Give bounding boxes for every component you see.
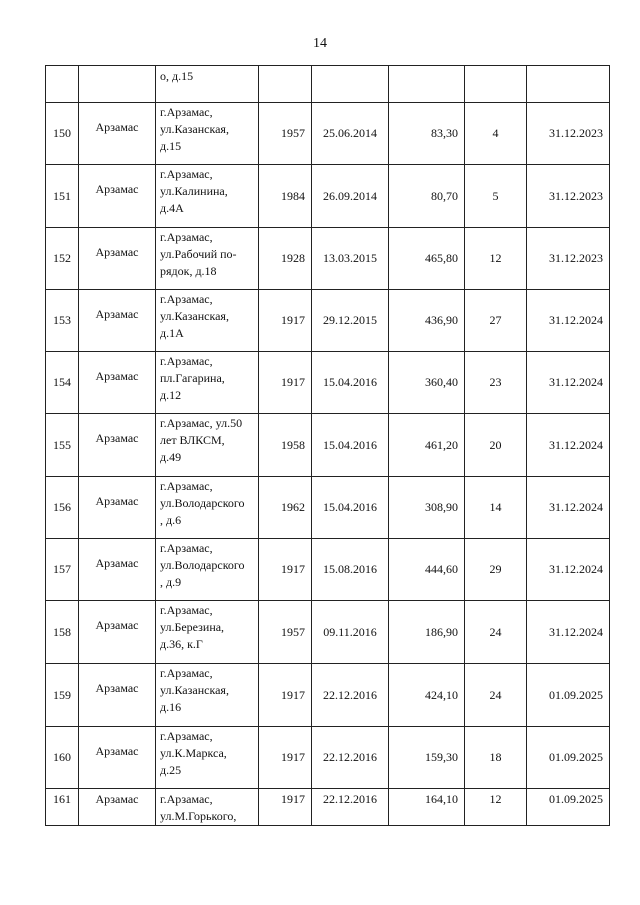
cell-address: г.Арзамас, ул.Казанская, д.16 bbox=[156, 664, 259, 727]
page-number: 14 bbox=[313, 36, 327, 51]
table-row bbox=[46, 727, 610, 789]
cell-city bbox=[79, 66, 156, 103]
cell-area: 360,40 bbox=[389, 352, 465, 414]
cell-date: 15.04.2016 bbox=[312, 352, 389, 414]
cell-date: 09.11.2016 bbox=[312, 601, 389, 664]
cell-num: 161 bbox=[46, 789, 79, 826]
table-row bbox=[46, 539, 610, 601]
cell-area: 164,10 bbox=[389, 789, 465, 826]
cell-count: 29 bbox=[465, 539, 527, 601]
cell-date: 22.12.2016 bbox=[312, 664, 389, 727]
cell-date: 25.06.2014 bbox=[312, 103, 389, 165]
cell-deadline: 31.12.2023 bbox=[527, 228, 610, 290]
cell-num: 152 bbox=[46, 228, 79, 290]
cell-address: г.Арзамас, ул.Казанская, д.1А bbox=[156, 290, 259, 352]
cell-year: 1917 bbox=[259, 290, 312, 352]
table-row bbox=[46, 477, 610, 539]
cell-area: 461,20 bbox=[389, 414, 465, 477]
cell-num: 153 bbox=[46, 290, 79, 352]
table-row bbox=[46, 664, 610, 727]
cell-area: 424,10 bbox=[389, 664, 465, 727]
cell-year: 1957 bbox=[259, 103, 312, 165]
cell-address: о, д.15 bbox=[156, 66, 259, 103]
cell-count: 4 bbox=[465, 103, 527, 165]
cell-city: Арзамас bbox=[79, 539, 156, 601]
cell-deadline bbox=[527, 66, 610, 103]
cell-count: 12 bbox=[465, 789, 527, 826]
table-row bbox=[46, 352, 610, 414]
cell-count: 24 bbox=[465, 664, 527, 727]
cell-area: 83,30 bbox=[389, 103, 465, 165]
cell-year: 1928 bbox=[259, 228, 312, 290]
cell-num: 154 bbox=[46, 352, 79, 414]
cell-year: 1917 bbox=[259, 352, 312, 414]
cell-count bbox=[465, 66, 527, 103]
cell-year: 1917 bbox=[259, 539, 312, 601]
cell-deadline: 31.12.2024 bbox=[527, 352, 610, 414]
cell-count: 24 bbox=[465, 601, 527, 664]
table-row bbox=[46, 228, 610, 290]
cell-area: 308,90 bbox=[389, 477, 465, 539]
cell-count: 14 bbox=[465, 477, 527, 539]
cell-address: г.Арзамас, ул.Володарского , д.6 bbox=[156, 477, 259, 539]
cell-address: г.Арзамас, ул.Березина, д.36, к.Г bbox=[156, 601, 259, 664]
cell-count: 23 bbox=[465, 352, 527, 414]
table-row bbox=[46, 601, 610, 664]
cell-year: 1957 bbox=[259, 601, 312, 664]
cell-date: 22.12.2016 bbox=[312, 727, 389, 789]
cell-address: г.Арзамас, ул.Калинина, д.4А bbox=[156, 165, 259, 228]
cell-date: 26.09.2014 bbox=[312, 165, 389, 228]
cell-num: 150 bbox=[46, 103, 79, 165]
table-row bbox=[46, 414, 610, 477]
table-row bbox=[46, 789, 610, 826]
cell-city: Арзамас bbox=[79, 414, 156, 477]
cell-count: 12 bbox=[465, 228, 527, 290]
cell-deadline: 01.09.2025 bbox=[527, 664, 610, 727]
cell-num: 155 bbox=[46, 414, 79, 477]
cell-num: 159 bbox=[46, 664, 79, 727]
cell-year: 1962 bbox=[259, 477, 312, 539]
cell-year: 1917 bbox=[259, 727, 312, 789]
cell-city: Арзамас bbox=[79, 165, 156, 228]
cell-city: Арзамас bbox=[79, 789, 156, 826]
cell-year: 1984 bbox=[259, 165, 312, 228]
cell-count: 20 bbox=[465, 414, 527, 477]
cell-num bbox=[46, 66, 79, 103]
cell-year: 1917 bbox=[259, 789, 312, 826]
cell-num: 160 bbox=[46, 727, 79, 789]
cell-deadline: 31.12.2024 bbox=[527, 539, 610, 601]
cell-date: 15.04.2016 bbox=[312, 477, 389, 539]
cell-area bbox=[389, 66, 465, 103]
cell-count: 18 bbox=[465, 727, 527, 789]
cell-num: 157 bbox=[46, 539, 79, 601]
cell-area: 444,60 bbox=[389, 539, 465, 601]
cell-count: 27 bbox=[465, 290, 527, 352]
cell-city: Арзамас bbox=[79, 290, 156, 352]
cell-count: 5 bbox=[465, 165, 527, 228]
cell-area: 465,80 bbox=[389, 228, 465, 290]
cell-area: 159,30 bbox=[389, 727, 465, 789]
cell-date bbox=[312, 66, 389, 103]
cell-address: г.Арзамас, ул.К.Маркса, д.25 bbox=[156, 727, 259, 789]
cell-address: г.Арзамас, ул.Володарского , д.9 bbox=[156, 539, 259, 601]
cell-deadline: 31.12.2024 bbox=[527, 601, 610, 664]
table-row bbox=[46, 165, 610, 228]
table-row bbox=[46, 103, 610, 165]
table-row-continuation bbox=[46, 66, 610, 103]
cell-city: Арзамас bbox=[79, 103, 156, 165]
cell-city: Арзамас bbox=[79, 228, 156, 290]
cell-num: 158 bbox=[46, 601, 79, 664]
cell-year bbox=[259, 66, 312, 103]
cell-date: 15.08.2016 bbox=[312, 539, 389, 601]
cell-date: 15.04.2016 bbox=[312, 414, 389, 477]
cell-num: 156 bbox=[46, 477, 79, 539]
cell-address: г.Арзамас, ул.50 лет ВЛКСМ, д.49 bbox=[156, 414, 259, 477]
cell-date: 22.12.2016 bbox=[312, 789, 389, 826]
cell-area: 186,90 bbox=[389, 601, 465, 664]
housing-table bbox=[45, 65, 610, 826]
cell-city: Арзамас bbox=[79, 601, 156, 664]
cell-address: г.Арзамас, ул.Казанская, д.15 bbox=[156, 103, 259, 165]
cell-num: 151 bbox=[46, 165, 79, 228]
cell-address: г.Арзамас, ул.М.Горького, bbox=[156, 789, 259, 826]
cell-deadline: 31.12.2024 bbox=[527, 414, 610, 477]
cell-date: 13.03.2015 bbox=[312, 228, 389, 290]
cell-date: 29.12.2015 bbox=[312, 290, 389, 352]
cell-address: г.Арзамас, ул.Рабочий по- рядок, д.18 bbox=[156, 228, 259, 290]
cell-year: 1958 bbox=[259, 414, 312, 477]
cell-deadline: 31.12.2024 bbox=[527, 290, 610, 352]
cell-year: 1917 bbox=[259, 664, 312, 727]
cell-deadline: 31.12.2023 bbox=[527, 165, 610, 228]
cell-city: Арзамас bbox=[79, 664, 156, 727]
cell-city: Арзамас bbox=[79, 477, 156, 539]
cell-deadline: 31.12.2024 bbox=[527, 477, 610, 539]
cell-deadline: 01.09.2025 bbox=[527, 727, 610, 789]
cell-city: Арзамас bbox=[79, 352, 156, 414]
cell-deadline: 31.12.2023 bbox=[527, 103, 610, 165]
cell-address: г.Арзамас, пл.Гагарина, д.12 bbox=[156, 352, 259, 414]
table-row bbox=[46, 290, 610, 352]
cell-area: 436,90 bbox=[389, 290, 465, 352]
cell-deadline: 01.09.2025 bbox=[527, 789, 610, 826]
cell-area: 80,70 bbox=[389, 165, 465, 228]
cell-city: Арзамас bbox=[79, 727, 156, 789]
